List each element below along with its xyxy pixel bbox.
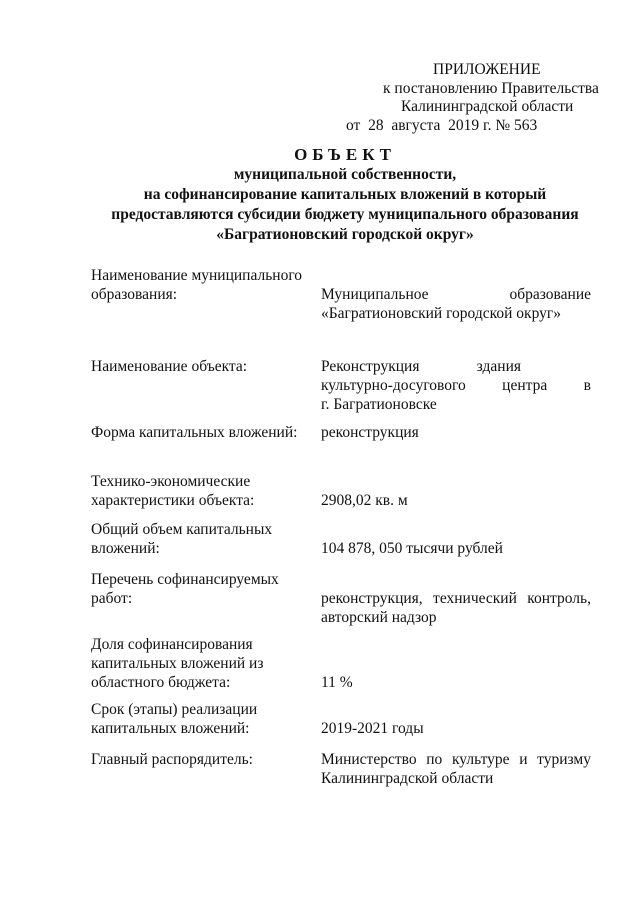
label-line: Наименование муниципального — [91, 267, 303, 284]
appendix-title: ПРИЛОЖЕНИЕ — [433, 61, 541, 78]
title-line-subsidies: предоставляются субсидии бюджету муниципального образования — [111, 206, 579, 223]
label-line: работ: — [91, 590, 133, 607]
value-chief-administrator — [321, 750, 591, 788]
value-line: 2908,02 кв. м — [321, 492, 408, 509]
value-municipality-name — [321, 285, 591, 323]
title-line-municipality: «Багратионовский городской округ» — [216, 226, 474, 243]
label-line: Технико-экономические — [91, 473, 251, 490]
value-line: Министерство по культуре и туризму — [321, 751, 591, 768]
label-line: Форма капитальных вложений: — [91, 424, 298, 441]
value-line: 104 878, 050 тысячи рублей — [321, 540, 503, 557]
value-works-list — [321, 589, 591, 627]
value-line: Муниципальное образование — [321, 286, 591, 303]
value-line: г. Багратионовске — [321, 396, 437, 413]
value-line: реконструкция — [321, 424, 419, 441]
label-line: Общий объем капитальных — [91, 521, 273, 538]
title-line-cofinancing: на софинансирование капитальных вложений в который — [143, 186, 547, 203]
value-investment-form — [321, 423, 591, 442]
label-chief-administrator — [91, 750, 306, 769]
label-line: капитальных вложений: — [91, 720, 250, 737]
label-investment-form — [91, 423, 306, 442]
value-cofinancing-share — [321, 673, 591, 692]
label-line: Наименование объекта: — [91, 358, 248, 375]
value-line: «Багратионовский городской округ» — [321, 305, 561, 322]
title-line-ownership: муниципальной собственности, — [233, 166, 457, 183]
label-line: вложений: — [91, 540, 160, 557]
label-works-list — [91, 570, 306, 608]
value-line: 11 % — [321, 674, 353, 691]
label-line: образования: — [91, 286, 178, 303]
label-line: Главный распорядитель: — [91, 751, 253, 768]
label-characteristics — [91, 472, 306, 510]
value-line: культурно-досугового центра в — [321, 377, 591, 394]
label-line: Срок (этапы) реализации — [91, 701, 258, 718]
value-line: авторский надзор — [321, 609, 437, 626]
value-total-investment — [321, 539, 591, 558]
label-object-name — [91, 357, 306, 376]
value-characteristics — [321, 491, 591, 510]
label-implementation-period — [91, 700, 306, 738]
value-line: 2019-2021 годы — [321, 720, 424, 737]
appendix-region-line: Калининградской области — [401, 98, 574, 115]
value-line: Реконструкция здания — [321, 358, 521, 375]
label-municipality-name — [91, 266, 306, 304]
appendix-resolution-line: к постановлению Правительства — [383, 80, 599, 97]
label-cofinancing-share — [91, 635, 306, 692]
value-line: реконструкция, технический контроль, — [321, 590, 591, 607]
value-object-name — [321, 357, 591, 414]
label-total-investment — [91, 520, 306, 558]
label-line: характеристики объекта: — [91, 492, 255, 509]
label-line: Доля софинансирования — [91, 636, 253, 653]
label-line: областного бюджета: — [91, 674, 231, 691]
label-line: Перечень софинансируемых — [91, 571, 279, 588]
document-title — [40, 145, 640, 245]
label-line: капитальных вложений из — [91, 655, 264, 672]
title-line-object: ОБЪЕКТ — [294, 145, 396, 164]
value-implementation-period — [321, 719, 591, 738]
appendix-date-number: от 28 августа 2019 г. № 563 — [346, 117, 538, 134]
value-line: Калининградской области — [321, 770, 494, 787]
